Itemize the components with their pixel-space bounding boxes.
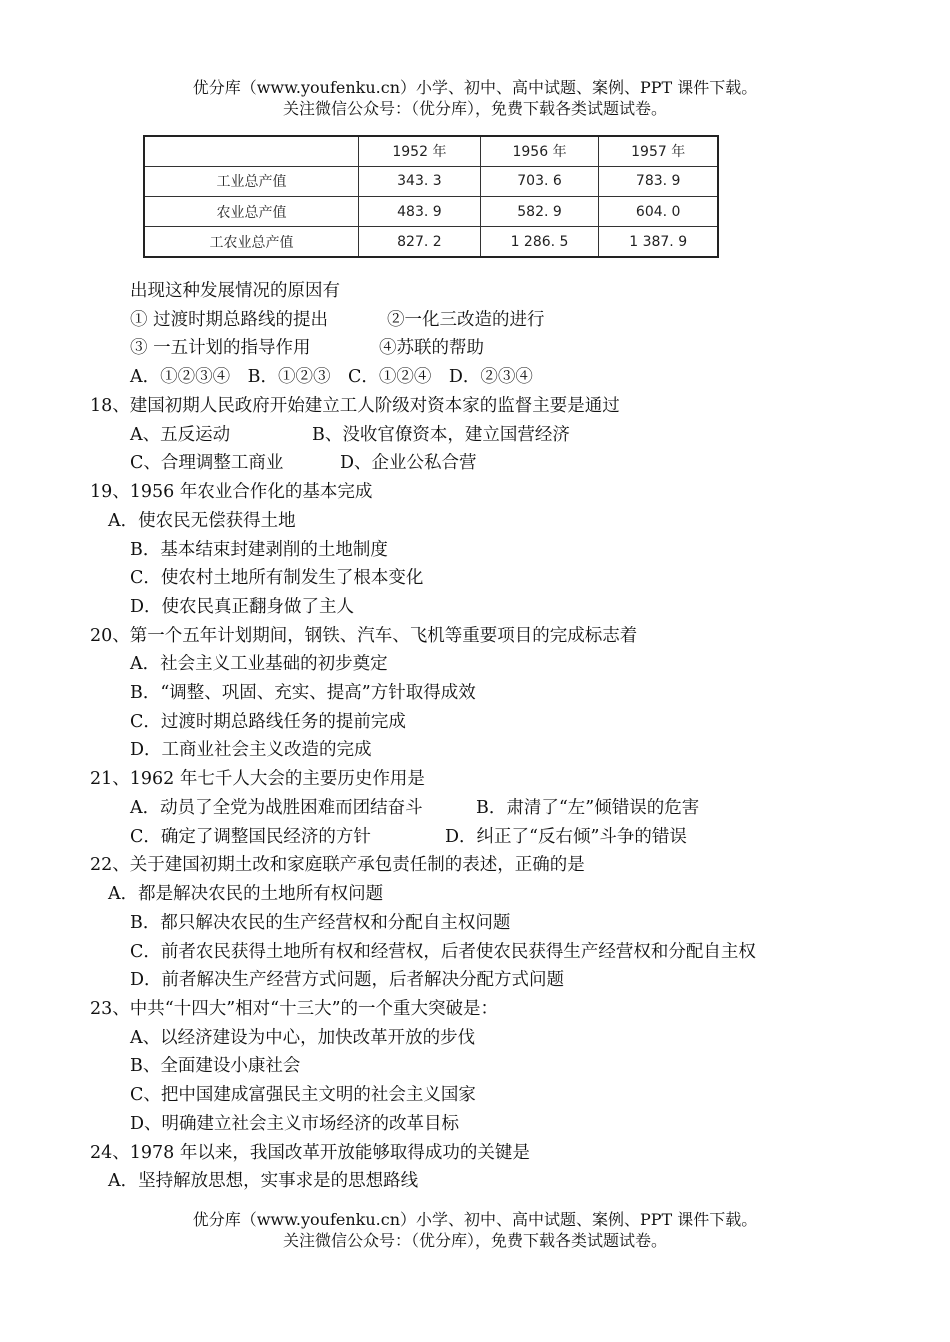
q24-stem: 24、1978 年以来，我国改革开放能够取得成功的关键是: [90, 1143, 530, 1163]
header-line-1: 优分库（www.youfenku.cn）小学、初中、高中试题、案例、PPT 课件下载。: [192, 78, 758, 97]
q23-option-a: A、以经济建设为中心，加快改革开放的步伐: [130, 1028, 476, 1048]
q18-stem: 18、建国初期人民政府开始建立工人阶级对资本家的监督主要是通过: [90, 396, 620, 416]
table-row-label: 工业总产值: [144, 166, 359, 196]
q20-option-c: C．过渡时期总路线任务的提前完成: [130, 712, 406, 732]
q23-option-d: D、明确建立社会主义市场经济的改革目标: [130, 1114, 460, 1134]
q23-option-b: B、全面建设小康社会: [130, 1056, 301, 1076]
q24-option-a: A．坚持解放思想，实事求是的思想路线: [108, 1171, 419, 1191]
footer-line-1: 优分库（www.youfenku.cn）小学、初中、高中试题、案例、PPT 课件下载。: [192, 1210, 758, 1229]
q21-option-c: C．确定了调整国民经济的方针: [130, 827, 371, 847]
q17-stem: 出现这种发展情况的原因有: [130, 281, 340, 301]
q19-option-d: D．使农民真正翻身做了主人: [130, 597, 355, 617]
footer-line-2: 关注微信公众号：（优分库），免费下载各类试题试卷。: [282, 1231, 667, 1250]
q19-stem: 19、1956 年农业合作化的基本完成: [90, 482, 373, 502]
table-header-cell: 1956 年: [480, 136, 599, 166]
table-row: [144, 227, 718, 257]
q18-option-a: A、五反运动: [130, 425, 231, 445]
q20-option-b: B．“调整、巩固、充实、提高”方针取得成效: [130, 683, 476, 703]
table-row: [144, 197, 718, 227]
q18-option-d: D、企业公私合营: [340, 453, 477, 473]
q21-stem: 21、1962 年七千人大会的主要历史作用是: [90, 769, 425, 789]
q22-option-b: B．都只解决农民的生产经营权和分配自主权问题: [130, 913, 511, 933]
table-header-cell: 1957 年: [599, 136, 718, 166]
q18-option-c: C、合理调整工商业: [130, 453, 284, 473]
q20-option-a: A．社会主义工业基础的初步奠定: [130, 654, 388, 674]
q17-item-3: ③ 一五计划的指导作用: [130, 338, 311, 358]
q23-stem: 23、中共“十四大”相对“十三大”的一个重大突破是：: [90, 999, 499, 1019]
table-row-label: 农业总产值: [144, 197, 359, 227]
output-value-table: [143, 135, 719, 258]
q17-choices: A．①②③④ B．①②③ C．①②④ D．②③④: [130, 367, 533, 387]
q17-item-2: ②一化三改造的进行: [387, 310, 545, 330]
table-cell: 483. 9: [359, 197, 481, 227]
table-cell: 783. 9: [599, 166, 718, 196]
q19-option-c: C．使农村土地所有制发生了根本变化: [130, 568, 424, 588]
header-line-2: 关注微信公众号：（优分库），免费下载各类试题试卷。: [282, 99, 667, 118]
table-cell: 343. 3: [359, 166, 481, 196]
table-header-cell: 1952 年: [359, 136, 481, 166]
q22-stem: 22、关于建国初期土改和家庭联产承包责任制的表述，正确的是: [90, 855, 585, 875]
q17-item-1: ① 过渡时期总路线的提出: [130, 310, 329, 330]
q20-option-d: D．工商业社会主义改造的完成: [130, 740, 372, 760]
q22-option-a: A．都是解决农民的土地所有权问题: [108, 884, 384, 904]
q19-option-a: A．使农民无偿获得土地: [108, 511, 296, 531]
table-header-row: [144, 136, 718, 166]
q18-option-b: B、没收官僚资本，建立国营经济: [312, 425, 570, 445]
table-cell: 703. 6: [480, 166, 599, 196]
table-cell: 1 286. 5: [480, 227, 599, 257]
q19-option-b: B．基本结束封建剥削的土地制度: [130, 540, 388, 560]
q22-option-c: C．前者农民获得土地所有权和经营权，后者使农民获得生产经营权和分配自主权: [130, 942, 756, 962]
q23-option-c: C、把中国建成富强民主文明的社会主义国家: [130, 1085, 476, 1105]
table-cell: 1 387. 9: [599, 227, 718, 257]
table-header-cell: [144, 136, 359, 166]
q21-option-d: D．纠正了“反右倾”斗争的错误: [445, 827, 687, 847]
q22-option-d: D．前者解决生产经营方式问题，后者解决分配方式问题: [130, 970, 565, 990]
table-row-label: 工农业总产值: [144, 227, 359, 257]
q21-option-a: A．动员了全党为战胜困难而团结奋斗: [130, 798, 423, 818]
table-cell: 604. 0: [599, 197, 718, 227]
table-row: [144, 166, 718, 196]
q21-option-b: B．肃清了“左”倾错误的危害: [476, 798, 700, 818]
q20-stem: 20、第一个五年计划期间，钢铁、汽车、飞机等重要项目的完成标志着: [90, 626, 638, 646]
table-cell: 827. 2: [359, 227, 481, 257]
q17-item-4: ④苏联的帮助: [379, 338, 484, 358]
table-cell: 582. 9: [480, 197, 599, 227]
